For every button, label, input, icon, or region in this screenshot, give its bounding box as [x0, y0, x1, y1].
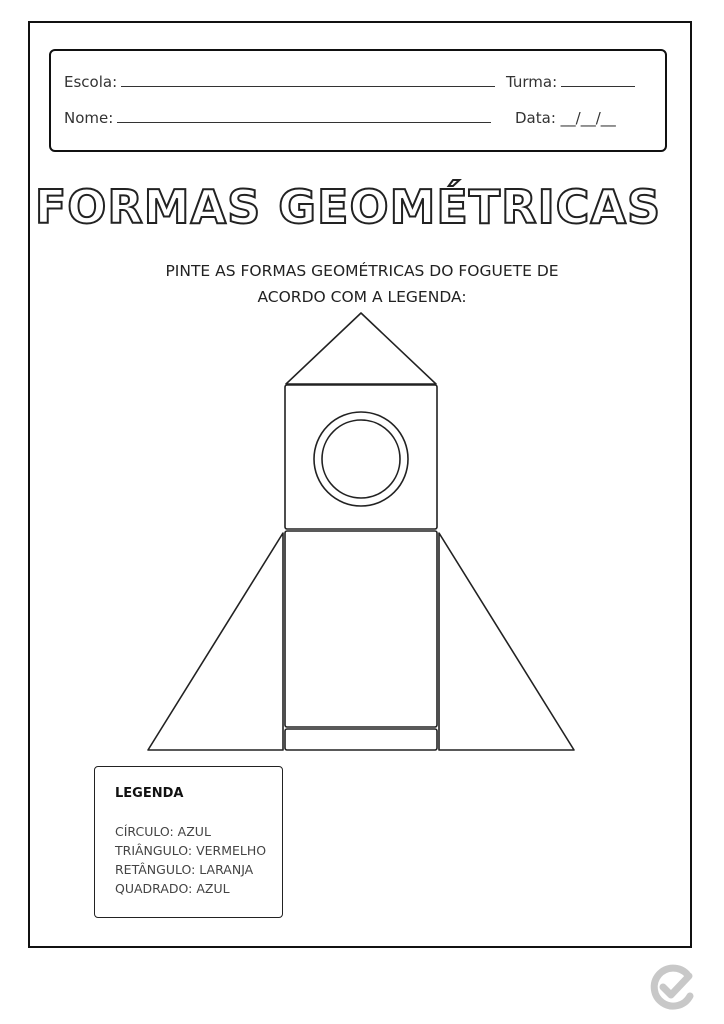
rocket-fin-left-triangle[interactable] [148, 533, 283, 750]
instructions-line-1: PINTE AS FORMAS GEOMÉTRICAS DO FOGUETE DE [165, 262, 559, 280]
legend-item-circle: CÍRCULO: AZUL [115, 824, 211, 839]
date-blanks[interactable]: __/__/__ [560, 109, 616, 127]
rocket-base-rectangle[interactable] [285, 729, 437, 750]
name-label: Nome: [64, 109, 114, 127]
rocket-window-circle-inner[interactable] [322, 420, 400, 498]
school-label: Escola: [64, 73, 118, 91]
date-label: Data: [515, 109, 556, 127]
legend-item-square: QUADRADO: AZUL [115, 881, 230, 896]
instructions-line-2: ACORDO COM A LEGENDA: [257, 288, 467, 306]
class-label: Turma: [506, 73, 558, 91]
legend-box [94, 766, 283, 918]
rocket-fuselage-rectangle[interactable] [285, 531, 437, 727]
rocket-fin-right-triangle[interactable] [439, 533, 574, 750]
checkmark-c-logo-icon [647, 962, 697, 1012]
legend-item-rectangle: RETÂNGULO: LARANJA [115, 862, 254, 877]
legend-list [115, 822, 266, 898]
legend-title: LEGENDA [115, 786, 184, 801]
legend-item-triangle: TRIÂNGULO: VERMELHO [115, 843, 267, 858]
page-title: FORMAS GEOMÉTRICAS [34, 180, 662, 234]
rocket-nose-triangle[interactable] [286, 313, 436, 384]
